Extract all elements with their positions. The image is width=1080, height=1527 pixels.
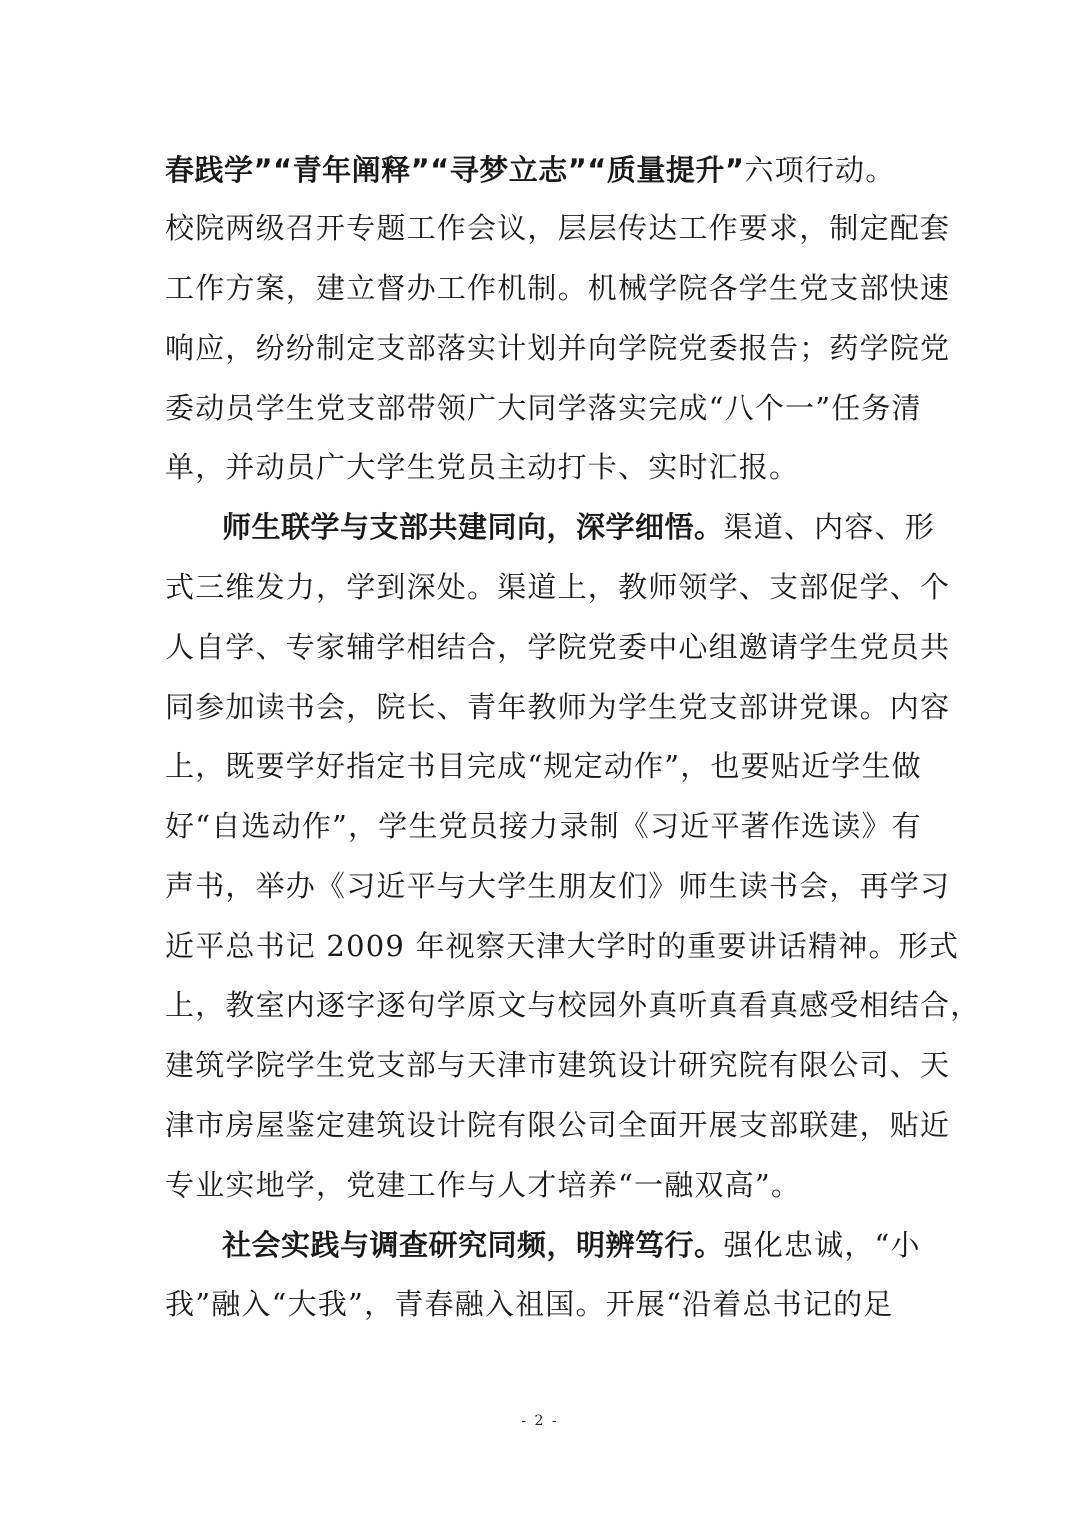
bold-lead: 社会实践与调查研究同频，明辨笃行。 <box>222 1228 724 1262</box>
text-line-1: 春践学”“青年阐释”“寻梦立志”“质量提升”六项行动。 <box>165 153 896 187</box>
paragraph-heading-line: 师生联学与支部共建同向，深学细悟。渠道、内容、形 <box>222 510 935 544</box>
paragraph-heading-line: 社会实践与调查研究同频，明辨笃行。强化忠诚，“小 <box>222 1228 921 1262</box>
text-line-15: 上，教室内逐字逐句学原文与校园外真听真看真感受相结合， <box>165 988 981 1022</box>
text-line-9: 人自学、专家辅学相结合，学院党委中心组邀请学生党员共 <box>165 630 951 664</box>
text-line-5: 委动员学生党支部带领广大同学落实完成“八个一”任务清 <box>165 391 922 425</box>
text-line-16: 建筑学院学生党支部与天津市建筑设计研究院有限公司、天 <box>165 1048 951 1082</box>
bold-lead: 春践学”“青年阐释”“寻梦立志”“质量提升” <box>165 153 745 187</box>
text-line-2: 校院两级召开专题工作会议，层层传达工作要求，制定配套 <box>165 211 951 245</box>
text-line-14: 近平总书记 2009 年视察天津大学时的重要讲话精神。形式 <box>165 929 960 963</box>
text-line-6: 单，并动员广大学生党员主动打卡、实时汇报。 <box>165 450 800 484</box>
text-line-17: 津市房屋鉴定建筑设计院有限公司全面开展支部联建，贴近 <box>165 1108 951 1142</box>
text-line-13: 声书，举办《习近平与大学生朋友们》师生读书会，再学习 <box>165 869 951 903</box>
text-line-3: 工作方案，建立督办工作机制。机械学院各学生党支部快速 <box>165 271 951 305</box>
text-line-4: 响应，纷纷制定支部落实计划并向学院党委报告；药学院党 <box>165 331 951 365</box>
text-line-12: 好“自选动作”，学生党员接力录制《习近平著作选读》有 <box>165 809 922 843</box>
text-line-10: 同参加读书会，院长、青年教师为学生党支部讲党课。内容 <box>165 690 951 724</box>
page-number: - 2 - <box>521 1413 559 1429</box>
text-line-18: 专业实地学，党建工作与人才培养“一融双高”。 <box>165 1168 802 1202</box>
bold-lead: 师生联学与支部共建同向，深学细悟。 <box>222 510 724 544</box>
text-line-8: 式三维发力，学到深处。渠道上，教师领学、支部促学、个 <box>165 570 951 604</box>
text-line-20: 我”融入“大我”，青春融入祖国。开展“沿着总书记的足 <box>165 1287 894 1321</box>
text-line-11: 上，既要学好指定书目完成“规定动作”，也要贴近学生做 <box>165 749 922 783</box>
